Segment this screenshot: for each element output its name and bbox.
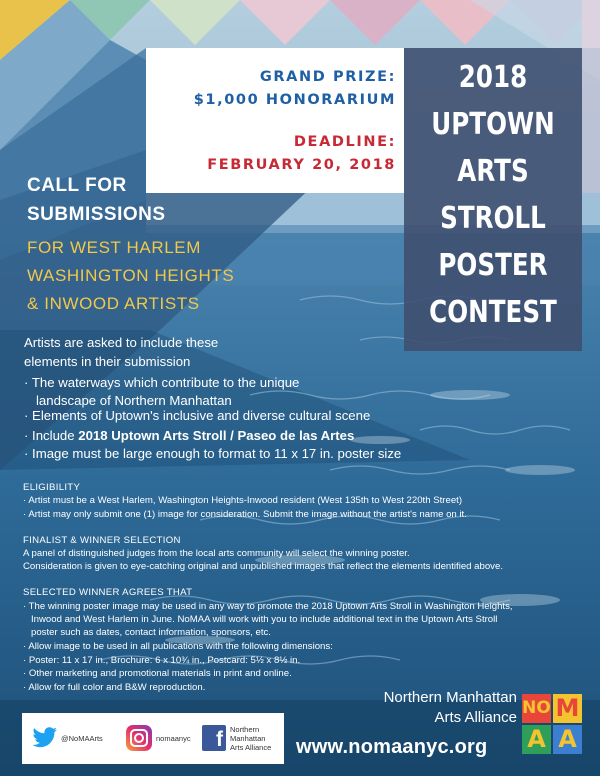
logo-tile-no: NO xyxy=(522,694,551,723)
winner-line: · Allow for full color and B&W reproduction. xyxy=(23,682,206,693)
deadline-value: FEBRUARY 20, 2018 xyxy=(207,157,396,173)
title-line: UPTOWN xyxy=(431,107,555,142)
website-link[interactable]: www.nomaanyc.org xyxy=(296,736,488,758)
twitter-handle[interactable]: @NoMAArts xyxy=(61,734,103,743)
audience-line: FOR WEST HARLEM xyxy=(27,238,201,257)
requirement-prefix: · Include xyxy=(24,428,79,443)
title-line: CONTEST xyxy=(429,295,557,330)
contest-title-panel xyxy=(404,48,582,351)
call-heading: SUBMISSIONS xyxy=(27,204,166,225)
logo-tile-a: A xyxy=(522,725,551,754)
eligibility-item: · Artist must be a West Harlem, Washington Heights-Inwood resident (West 135th to West 220th Street) xyxy=(23,495,463,506)
org-name: Northern Manhattan xyxy=(383,689,517,706)
deadline-label: DEADLINE: xyxy=(293,134,396,150)
title-line: ARTS xyxy=(457,154,529,189)
requirement-item: · The waterways which contribute to the unique xyxy=(24,375,300,390)
winner-line: · Poster: 11 x 17 in., Brochure: 6 x 10¾ in., Postcard: 5½ x 8½ in. xyxy=(23,655,301,666)
facebook-label[interactable]: Arts Alliance xyxy=(230,743,272,752)
winner-line: · The winning poster image may be used in any way to promote the 2018 Uptown Arts Stroll in Washington Heights, xyxy=(23,601,513,612)
grand-prize-value: $1,000 HONORARIUM xyxy=(193,92,396,108)
eligibility-heading: ELIGIBILITY xyxy=(23,482,81,493)
winner-line: · Allow image to be used in all publications with the following dimensions: xyxy=(23,641,333,652)
requirement-bold: 2018 Uptown Arts Stroll / Paseo de las Artes xyxy=(78,428,355,443)
requirement-item: · Elements of Uptown's inclusive and diverse cultural scene xyxy=(24,408,371,423)
instagram-icon[interactable] xyxy=(126,725,152,751)
instagram-handle[interactable]: nomaanyc xyxy=(156,734,191,743)
facebook-icon[interactable]: f xyxy=(202,725,226,751)
call-heading: CALL FOR xyxy=(27,175,127,196)
eligibility-item: · Artist may only submit one (1) image for consideration. Submit the image without the artist's name on it. xyxy=(23,509,467,520)
requirement-item xyxy=(24,428,354,443)
requirements-intro: Artists are asked to include these xyxy=(24,335,219,350)
title-line: POSTER xyxy=(438,248,548,283)
grand-prize-label: GRAND PRIZE: xyxy=(259,69,396,85)
winner-line: · Other marketing and promotional materials in print and online. xyxy=(23,668,292,679)
twitter-icon[interactable] xyxy=(32,727,58,749)
logo-tile-a: A xyxy=(553,725,582,754)
selection-line: A panel of distinguished judges from the local arts community will select the winning poster. xyxy=(23,548,410,559)
social-links-box xyxy=(22,713,284,764)
audience-line: & INWOOD ARTISTS xyxy=(27,294,200,313)
logo-tile-m: M xyxy=(553,694,582,723)
requirements-intro: elements in their submission xyxy=(24,354,191,369)
audience-line: WASHINGTON HEIGHTS xyxy=(27,266,235,285)
requirement-item: landscape of Northern Manhattan xyxy=(36,393,232,408)
winner-line: Inwood and West Harlem in June. NoMAA will work with you to include additional text in the Uptown Arts Stroll xyxy=(31,614,498,625)
org-name: Arts Alliance xyxy=(434,709,517,726)
winner-heading: SELECTED WINNER AGREES THAT xyxy=(23,587,193,598)
title-line: 2018 xyxy=(458,60,528,95)
facebook-label[interactable]: Manhattan xyxy=(230,734,266,743)
winner-line: poster such as dates, contact information, sponsors, etc. xyxy=(31,627,271,638)
selection-line: Consideration is given to eye-catching original and unpublished images that reflect the elements identified above. xyxy=(23,561,503,572)
requirement-item: · Image must be large enough to format to 11 x 17 in. poster size xyxy=(24,446,402,461)
facebook-label[interactable]: Northern xyxy=(230,725,260,734)
selection-heading: FINALIST & WINNER SELECTION xyxy=(23,535,181,546)
title-line: STROLL xyxy=(440,201,546,236)
